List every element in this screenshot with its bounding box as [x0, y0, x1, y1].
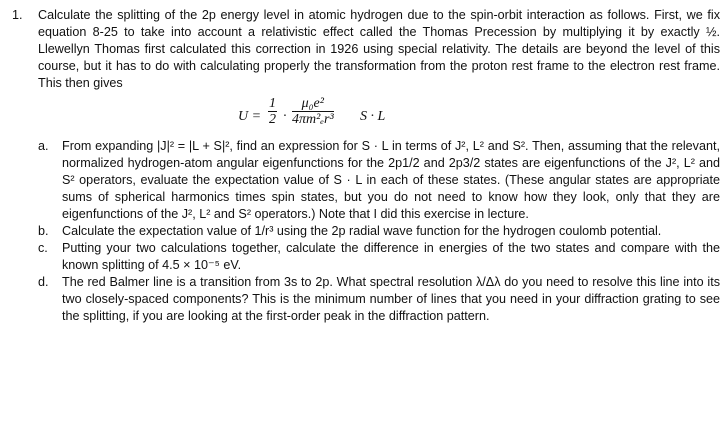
part-b [38, 223, 720, 240]
part-text: Putting your two calculations together, calculate the difference in energies of the two states and compare with the known splitting of 4.5 × 10⁻⁵ eV. [62, 241, 720, 272]
main-denominator: 4πm²ₑr³ [292, 112, 334, 127]
part-d [38, 274, 720, 325]
half-denominator: 2 [269, 112, 276, 127]
part-text: From expanding |J|² = |L + S|², find an expression for S · L in terms of J², L² and S². Then, assuming that the relevant, normalized hydrogen-atom angular eigenfunctions for the 2p1/2 and 2p3/2 states are eigenfunctions of the J², L² and S² operators, evaluate the expectation value of S · L in each of these states. (These angular states are appropriate sums of spherical harmonics times spin states, but you do not need to know how they look, only that they are eigenfunctions of the J², L² and S² operators.) Note that I did this exercise in lecture. [62, 139, 720, 221]
part-a [38, 138, 720, 223]
part-label: b. [38, 224, 49, 238]
problem-intro: Calculate the splitting of the 2p energy level in atomic hydrogen due to the spin-orbit interaction as follows. First, we fix equation 8-25 to take into account a relativistic effect called the Thomas Precession by multiplying it by exactly ½. Llewellyn Thomas first calculated this correction in 1926 using special relativity. The details are beyond the level of this course, but it has to do with calculating properly the transformation from the proton rest frame to the electron rest frame. This then gives [38, 8, 720, 90]
equation-lhs: U = [238, 109, 262, 124]
half-fraction [268, 96, 277, 127]
problem-number: 1. [12, 8, 23, 22]
main-numerator: μ₀e² [292, 96, 334, 112]
half-numerator: 1 [269, 96, 276, 111]
part-text: The red Balmer line is a transition from 3s to 2p. What spectral resolution λ/Δλ do you need to resolve this line into its two closely-spaced components? This is the minimum number of lines that you need in your diffraction grating to see the splitting, if you are looking at the first-order peak in the diffraction pattern. [62, 275, 720, 323]
part-c [38, 240, 720, 274]
problem-1 [12, 7, 720, 325]
part-label: d. [38, 275, 49, 289]
spin-orbit-equation [238, 96, 720, 136]
equation-dot: · [283, 109, 287, 124]
part-label: c. [38, 241, 48, 255]
main-fraction [292, 96, 334, 127]
problem-parts [38, 138, 720, 325]
part-label: a. [38, 139, 49, 153]
equation-rhs: S · L [360, 109, 386, 124]
part-text: Calculate the expectation value of 1/r³ using the 2p radial wave function for the hydrogen coulomb potential. [62, 224, 662, 238]
